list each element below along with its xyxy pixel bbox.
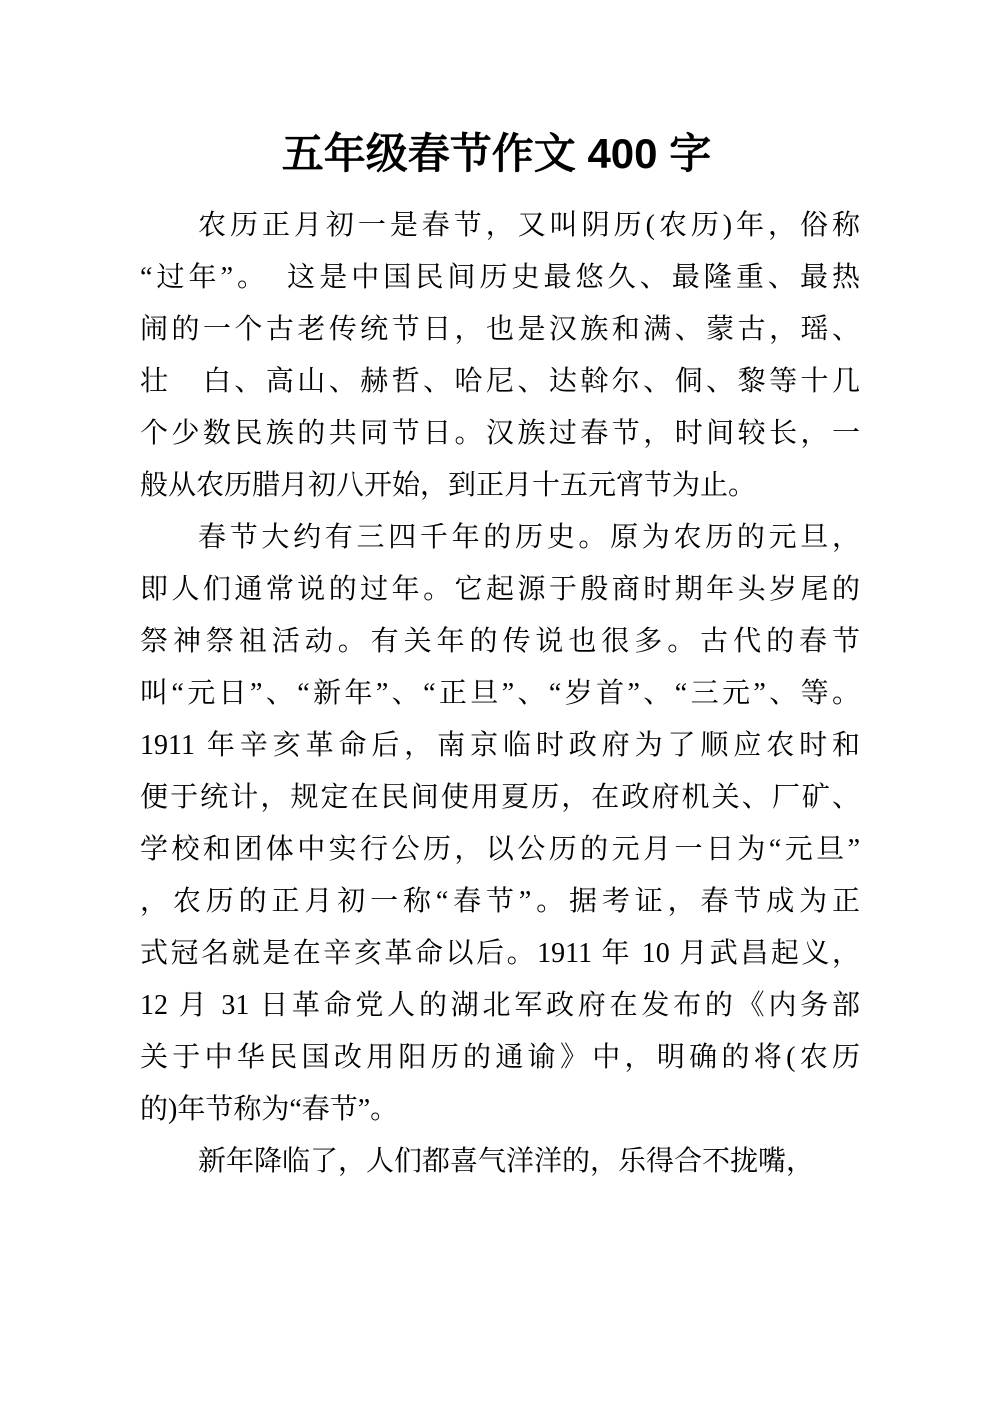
text-line: 壮 白、高山、赫哲、哈尼、达斡尔、侗、黎等十几 [140, 366, 860, 397]
text-line: 个少数民族的共同节日。汉族过春节，时间较长，一 [140, 418, 860, 449]
text-line: 般从农历腊月初八开始，到正月十五元宵节为止。 [140, 470, 757, 501]
text-line: 春节大约有三四千年的历史。原为农历的元旦， [198, 522, 860, 553]
text-line: 便于统计，规定在民间使用夏历，在政府机关、厂矿、 [140, 782, 860, 813]
text-line: 1911 年辛亥革命后，南京临时政府为了顺应农时和 [140, 730, 860, 761]
text-line: 式冠名就是在辛亥革命以后。1911 年 10 月武昌起义， [140, 938, 860, 969]
document-title: 五年级春节作文 400 字 [281, 130, 712, 177]
paragraph [140, 512, 860, 1136]
text-line: 关于中华民国改用阳历的通谕》中，明确的将(农历 [140, 1042, 860, 1073]
text-line: 闹的一个古老传统节日，也是汉族和满、蒙古，瑶、 [140, 314, 860, 345]
text-line: 的)年节称为“春节”。 [140, 1094, 399, 1125]
text-line: 12 月 31 日革命党人的湖北军政府在发布的《内务部 [140, 990, 860, 1021]
text-line: “过年”。 这是中国民间历史最悠久、最隆重、最热 [140, 262, 860, 293]
document-body [140, 200, 860, 1188]
text-line: 农历正月初一是春节，又叫阴历(农历)年，俗称 [198, 210, 860, 241]
paragraph [140, 1136, 860, 1188]
text-line: 学校和团体中实行公历，以公历的元月一日为“元旦” [140, 834, 860, 865]
text-line: 叫“元日”、“新年”、“正旦”、“岁首”、“三元”、等。 [140, 678, 860, 709]
text-line: 即人们通常说的过年。它起源于殷商时期年头岁尾的 [140, 574, 860, 605]
text-line: 新年降临了，人们都喜气洋洋的，乐得合不拢嘴， [198, 1146, 815, 1177]
text-line: 祭神祭祖活动。有关年的传说也很多。古代的春节 [140, 626, 860, 657]
paragraph [140, 200, 860, 512]
text-line: ，农历的正月初一称“春节”。据考证，春节成为正 [140, 886, 860, 917]
